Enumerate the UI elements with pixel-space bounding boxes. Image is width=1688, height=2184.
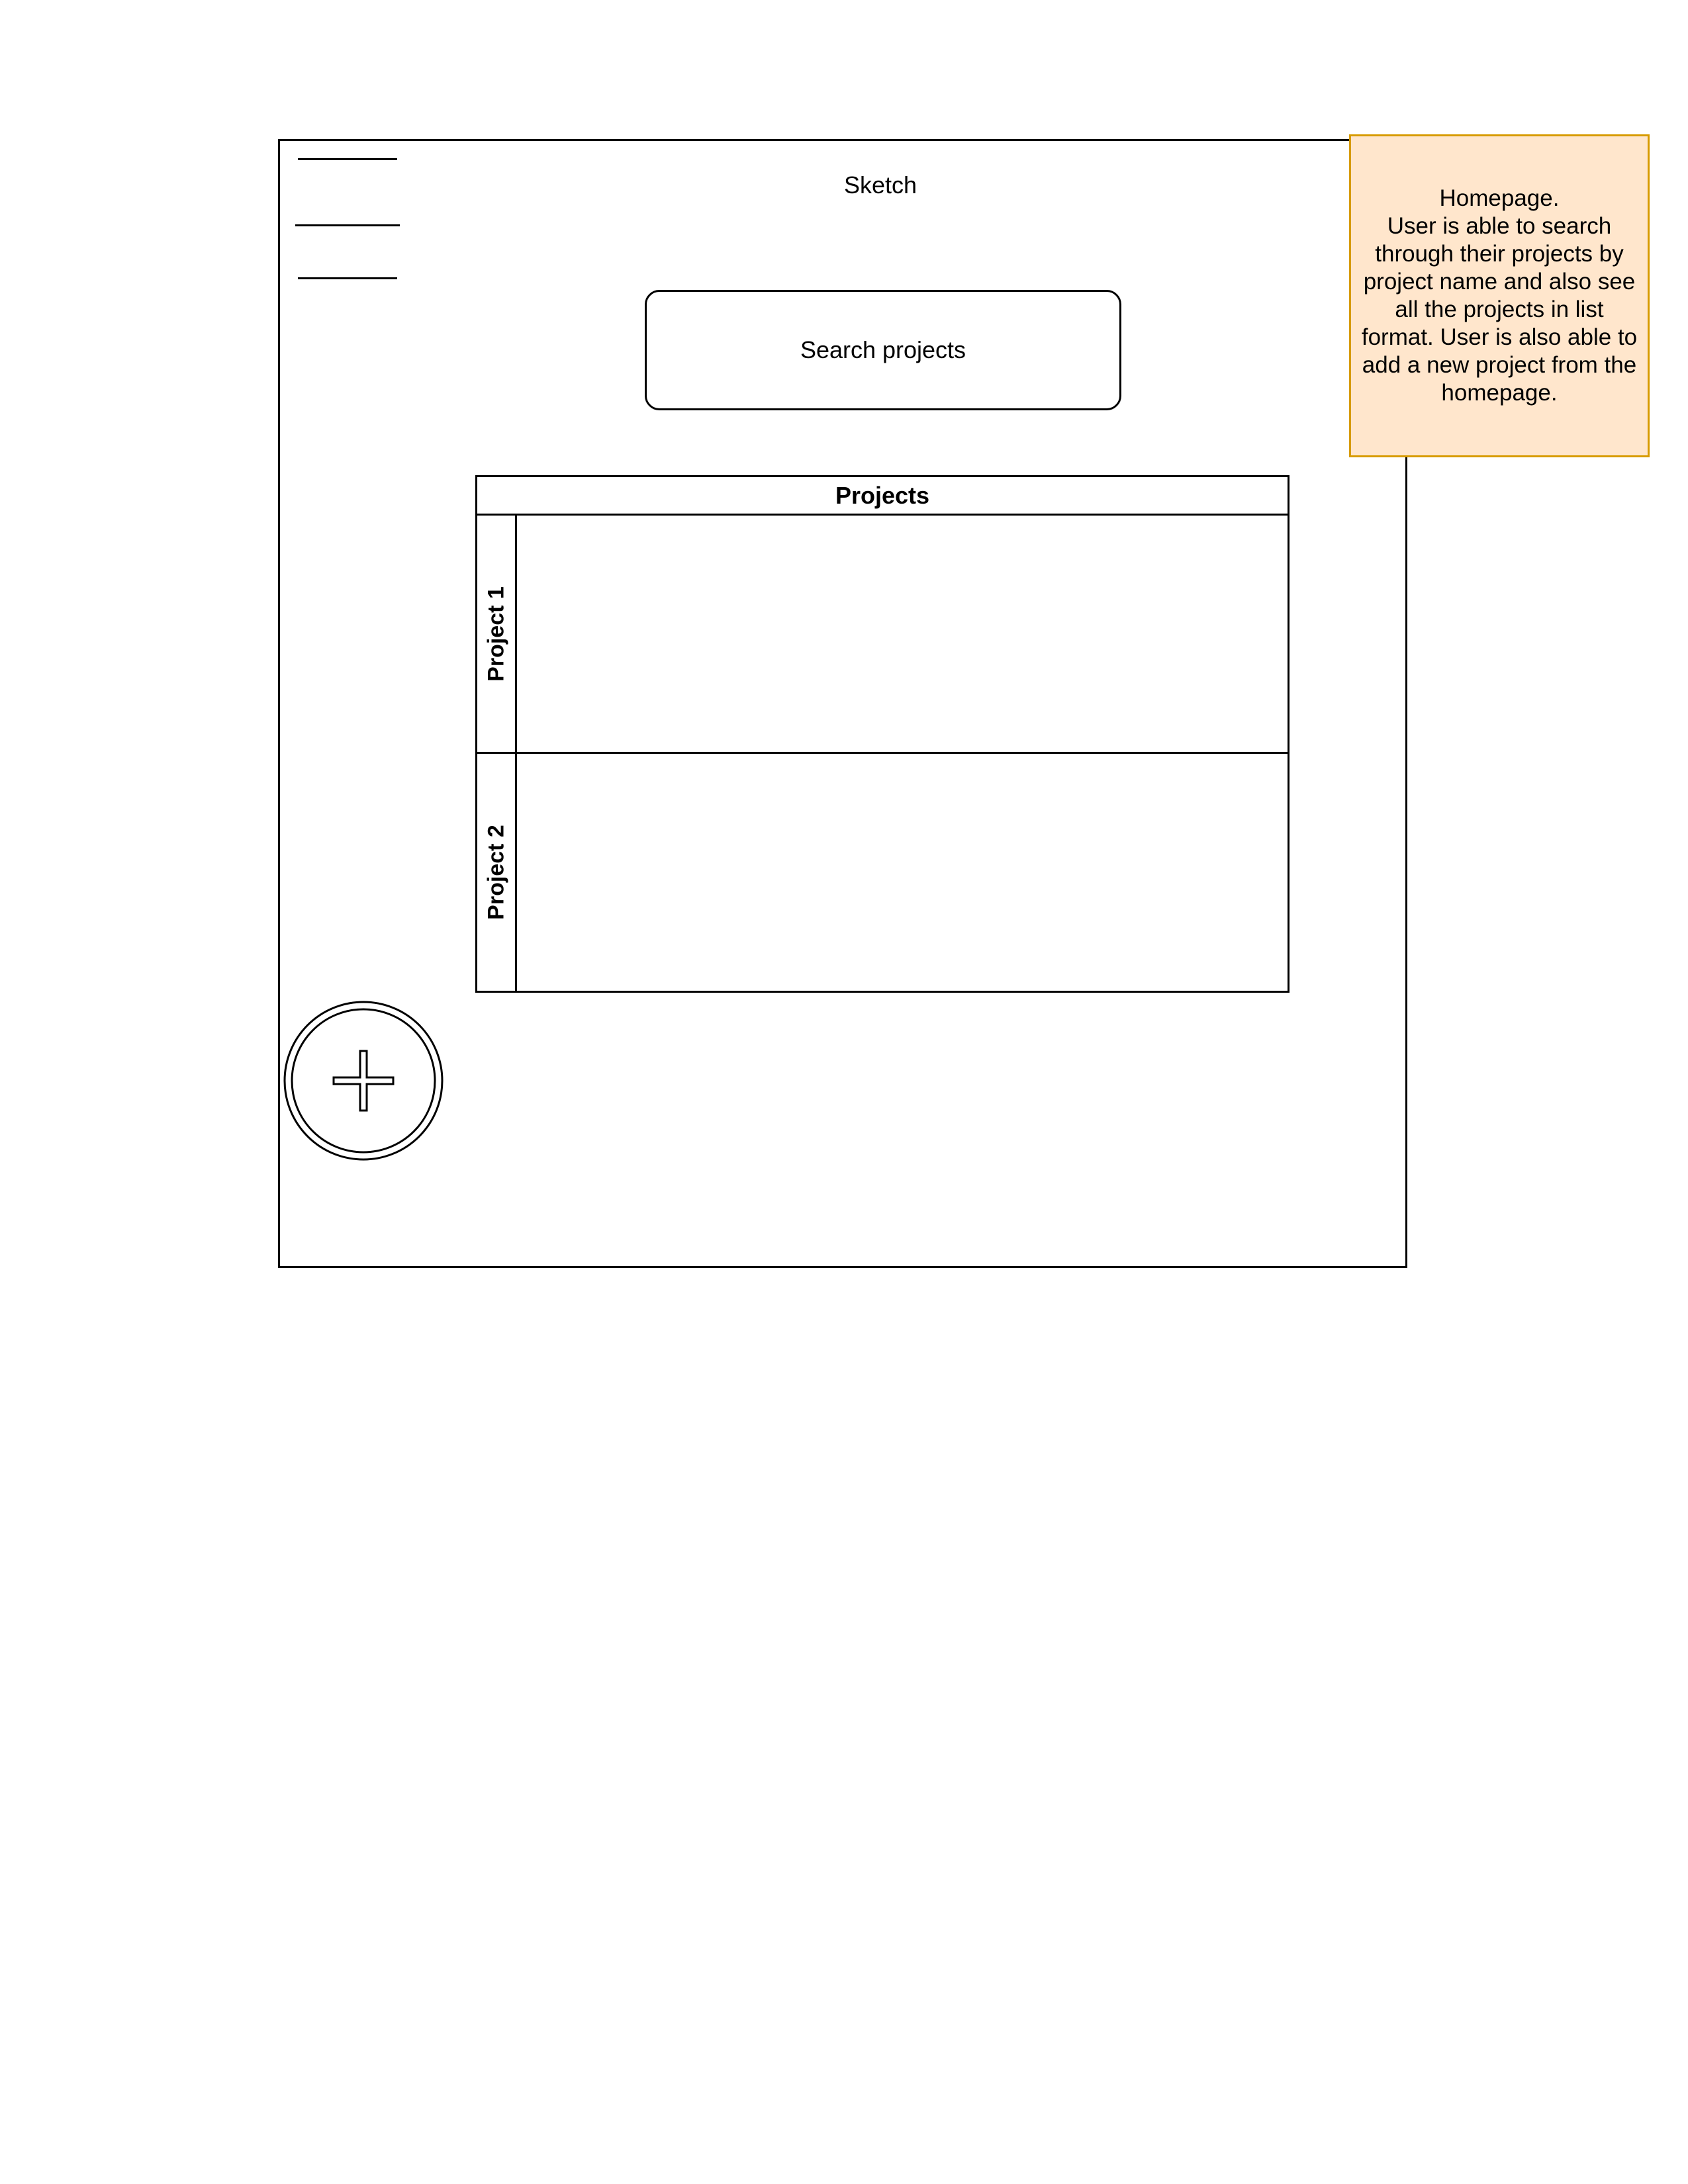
annotation-line: add a new project from the	[1362, 352, 1637, 378]
annotation-line: through their projects by	[1375, 241, 1624, 267]
menu-line-bottom	[298, 277, 397, 279]
annotation-text	[1362, 185, 1637, 407]
projects-list	[475, 475, 1289, 993]
project-row-2[interactable]	[477, 754, 1288, 991]
plus-icon	[283, 1001, 444, 1161]
projects-header: Projects	[477, 477, 1288, 516]
hamburger-menu-icon[interactable]	[291, 149, 404, 288]
annotation-line: homepage.	[1441, 380, 1558, 406]
annotation-line: all the projects in list	[1395, 296, 1604, 322]
project-row-1[interactable]	[477, 516, 1288, 754]
annotation-line: User is able to search	[1387, 213, 1612, 239]
search-placeholder: Search projects	[800, 336, 966, 363]
project-content[interactable]	[517, 754, 1288, 991]
app-title: Sketch	[843, 171, 917, 199]
annotation-line: format. User is also able to	[1361, 324, 1638, 350]
project-label: Project 2	[483, 825, 508, 920]
annotation-note	[1349, 134, 1650, 457]
add-project-button[interactable]	[283, 1001, 444, 1161]
project-label: Project 1	[483, 586, 508, 682]
menu-line-middle	[295, 224, 400, 226]
search-input[interactable]	[645, 290, 1121, 410]
project-content[interactable]	[517, 516, 1288, 752]
annotation-line: project name and also see	[1363, 269, 1636, 295]
project-label-cell	[477, 516, 517, 752]
project-label-cell	[477, 754, 517, 991]
menu-line-top	[298, 158, 397, 160]
annotation-line: Homepage.	[1439, 185, 1560, 211]
